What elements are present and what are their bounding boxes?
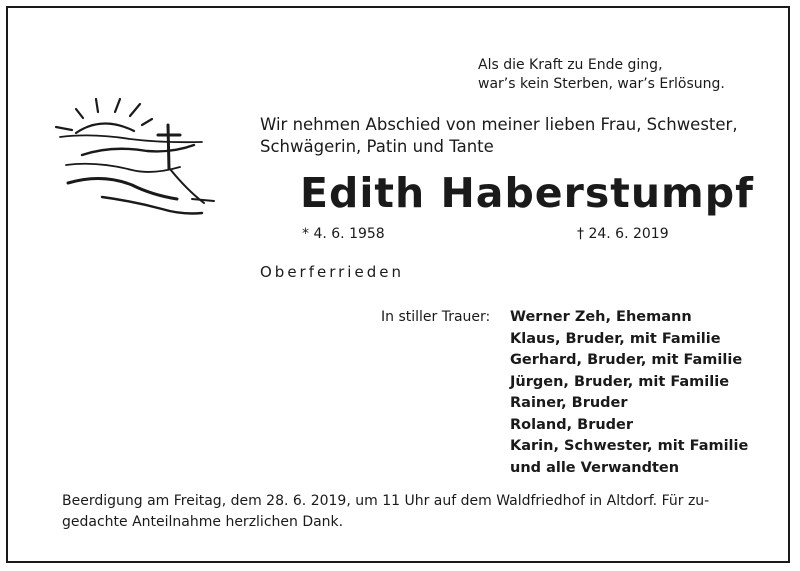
list-item: Werner Zeh, Ehemann <box>510 309 692 325</box>
deceased-name: Edith Haberstumpf <box>300 169 754 217</box>
list-item: Klaus, Bruder, mit Familie <box>510 330 721 347</box>
mourners-list <box>510 307 748 479</box>
list-item: Gerhard, Bruder, mit Familie <box>510 352 743 368</box>
motto-line-1: Als die Kraft zu Ende ging, <box>478 57 663 73</box>
intro-line-1: Wir nehmen Abschied von meiner lieben Frau, Schwester, <box>260 115 738 134</box>
funeral-info <box>62 491 746 533</box>
list-item: Jürgen, Bruder, mit Familie <box>510 373 730 390</box>
funeral-line-2: gedachte Anteilnahme herzlichen Dank. <box>62 514 344 530</box>
death-date: † 24. 6. 2019 <box>577 226 669 242</box>
list-item: Karin, Schwester, mit Familie <box>510 438 749 454</box>
motto-quote <box>478 56 738 94</box>
mourning-label: In stiller Trauer: <box>381 309 491 325</box>
funeral-line-1: Beerdigung am Freitag, dem 28. 6. 2019, um 11 Uhr auf dem Waldfriedhof in Altdorf. Für zu- <box>62 493 710 509</box>
list-item: Rainer, Bruder <box>510 395 628 411</box>
list-item: und alle Verwandten <box>510 459 680 476</box>
place-name: Oberferrieden <box>260 263 404 281</box>
intro-line-2: Schwägerin, Patin und Tante <box>260 137 494 156</box>
motto-line-2: war’s kein Sterben, war’s Erlösung. <box>478 76 725 92</box>
sunrise-cross-landscape-icon <box>52 95 222 225</box>
list-item: Roland, Bruder <box>510 416 634 433</box>
intro-text <box>260 114 750 158</box>
birth-date: * 4. 6. 1958 <box>302 226 385 242</box>
